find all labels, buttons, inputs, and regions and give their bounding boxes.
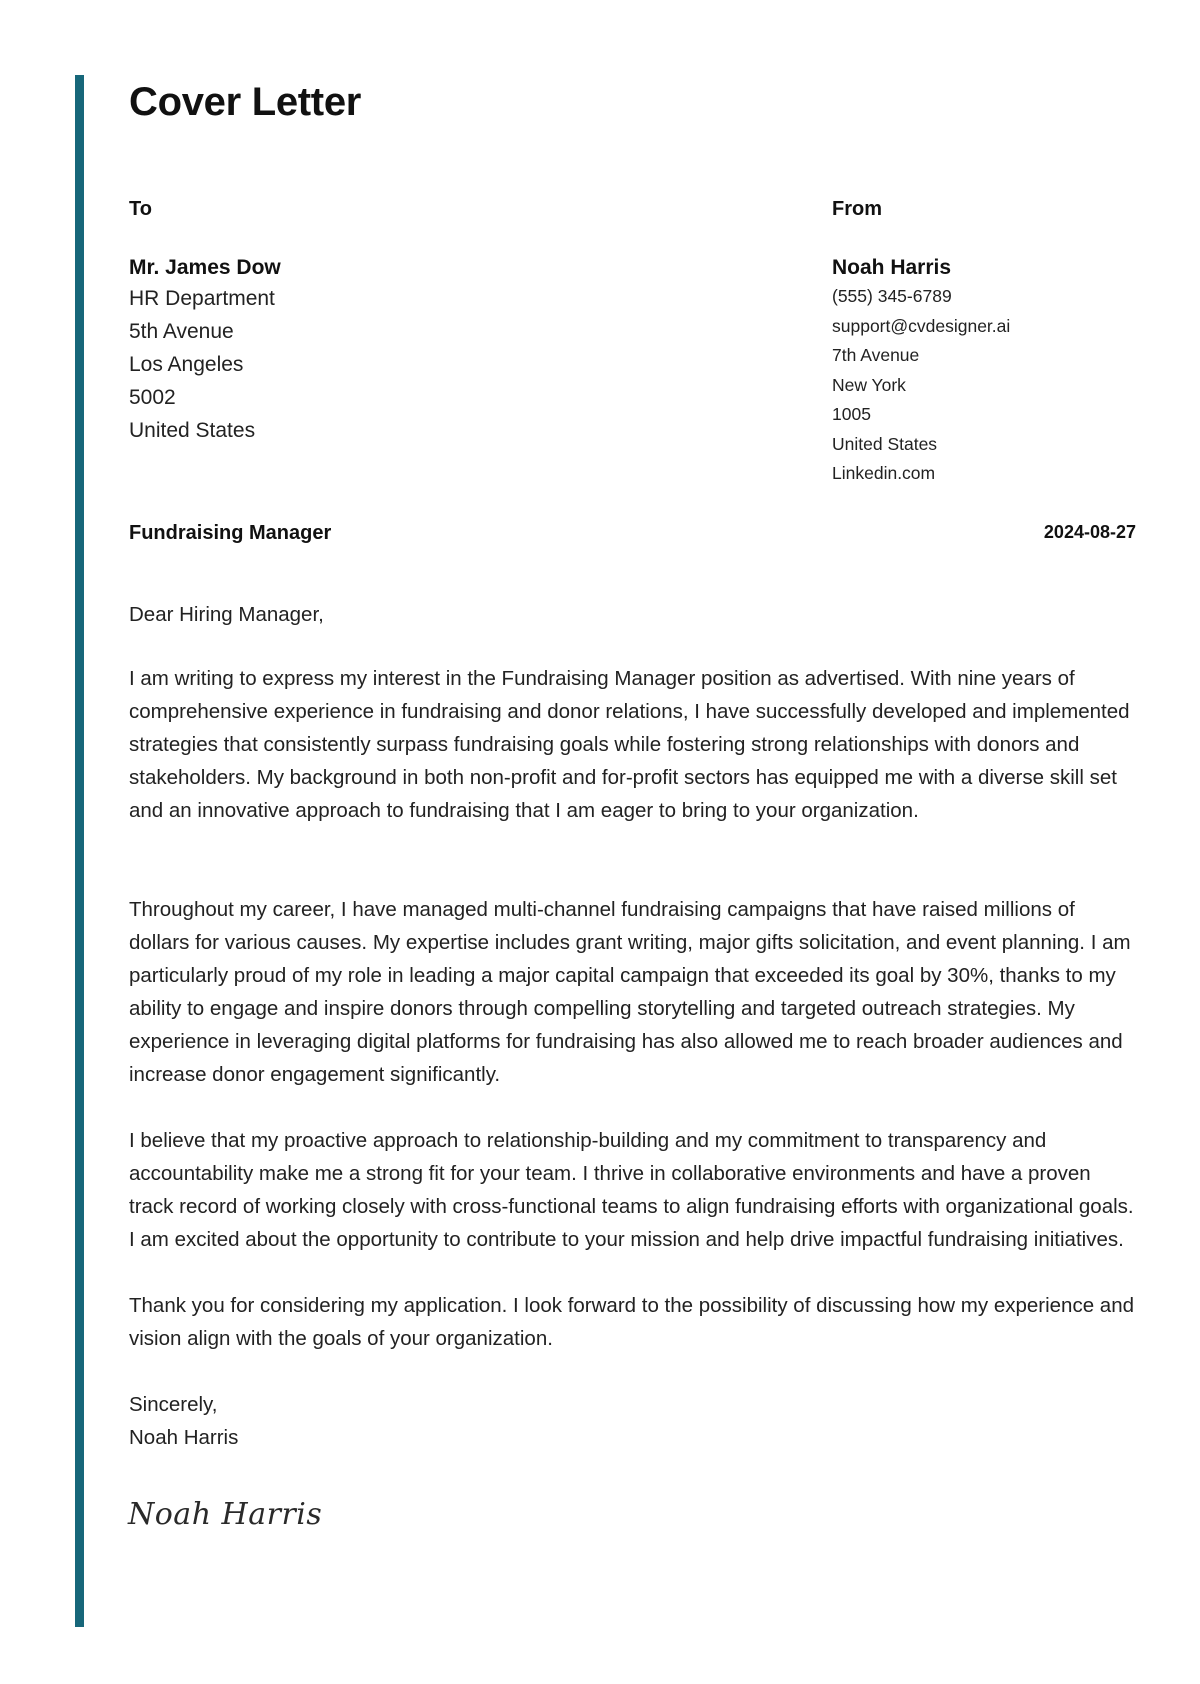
letter-body <box>129 598 1137 1454</box>
sender-country: United States <box>832 433 938 454</box>
position-title: Fundraising Manager <box>129 522 332 544</box>
signer-name: Noah Harris <box>129 1426 239 1449</box>
recipient-department: HR Department <box>129 287 275 310</box>
letter-date: 2024-08-27 <box>1043 522 1136 542</box>
sender-block <box>832 197 1132 489</box>
sender-email: support@cvdesigner.ai <box>832 315 1011 336</box>
sender-name: Noah Harris <box>832 256 952 279</box>
recipient-postal-code: 5002 <box>129 386 176 409</box>
body-paragraph: I am writing to express my interest in the Fundraising Manager position as advertised. With nine years of comprehensive experience in fundraising and donor relations, I have successfully developed and implemented strategies that consistently surpass fundraising goals while fostering strong relationships with donors and stakeholders. My background in both non-profit and for-profit sectors has equipped me with a diverse skill set and an innovative approach to fundraising that I am eager to bring to your organization. <box>129 667 1130 822</box>
closing: Sincerely, <box>129 1393 218 1416</box>
body-paragraph: Throughout my career, I have managed multi-channel fundraising campaigns that have raised millions of dollars for various causes. My expertise includes grant writing, major gifts solicitation, and event planning. I am particularly proud of my role in leading a major capital campaign that exceeded its goal by 30%, thanks to my ability to engage and inspire donors through compelling storytelling and targeted outreach strategies. My experience in leveraging digital platforms for fundraising has also allowed me to reach broader audiences and increase donor engagement significantly. <box>129 898 1131 1086</box>
sender-phone: (555) 345-6789 <box>832 286 952 306</box>
sender-website: Linkedin.com <box>832 463 936 483</box>
handwritten-signature: Noah Harris <box>128 1497 323 1532</box>
recipient-block <box>129 197 649 447</box>
recipient-city: Los Angeles <box>129 353 244 376</box>
sender-postal-code: 1005 <box>832 404 871 424</box>
body-paragraph: I believe that my proactive approach to relationship-building and my commitment to transparency and accountability make me a strong fit for your team. I thrive in collaborative environments and have a proven track record of working closely with cross-functional teams to align fundraising efforts with organizational goals. I am excited about the opportunity to contribute to your mission and help drive impactful fundraising initiatives. <box>129 1129 1134 1251</box>
recipient-country: United States <box>129 419 256 442</box>
sender-label: From <box>832 198 882 220</box>
recipient-label: To <box>129 198 152 220</box>
recipient-name: Mr. James Dow <box>129 256 281 279</box>
accent-bar <box>75 75 84 1627</box>
greeting: Dear Hiring Manager, <box>129 603 324 626</box>
page-title: Cover Letter <box>129 80 362 124</box>
body-paragraph: Thank you for considering my application. I look forward to the possibility of discussing how my experience and vision align with the goals of your organization. <box>129 1294 1135 1350</box>
recipient-street: 5th Avenue <box>129 320 234 343</box>
sender-street: 7th Avenue <box>832 345 920 365</box>
sender-city: New York <box>832 374 906 395</box>
